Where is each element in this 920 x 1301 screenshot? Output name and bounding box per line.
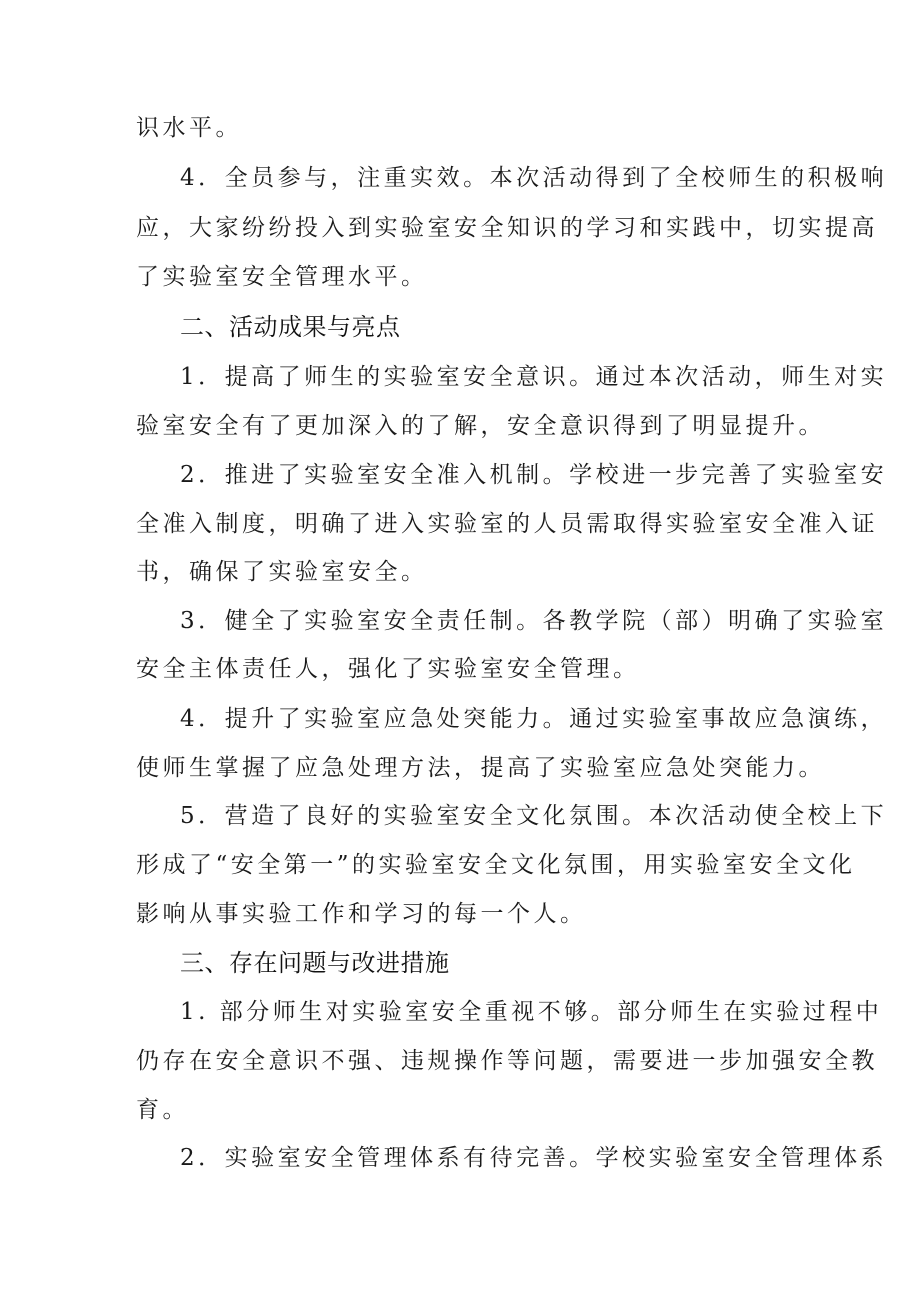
paragraph-line: 4．提升了实验室应急处突能力。通过实验室事故应急演练， — [180, 706, 888, 732]
paragraph-line: 形成了“安全第一”的实验室安全文化氛围，用实验室安全文化 — [136, 852, 856, 878]
paragraph-line: 1．提高了师生的实验室安全意识。通过本次活动，师生对实 — [180, 364, 888, 390]
paragraph-line: 育。 — [136, 1097, 189, 1123]
paragraph-line: 2．推进了实验室安全准入机制。学校进一步完善了实验室安 — [180, 462, 888, 488]
paragraph-line: 仍存在安全意识不强、违规操作等问题，需要进一步加强安全教 — [136, 1048, 878, 1074]
paragraph-line: 影响从事实验工作和学习的每一个人。 — [136, 901, 587, 927]
paragraph-line: 5．营造了良好的实验室安全文化氛围。本次活动使全校上下 — [180, 803, 888, 829]
paragraph-line: 使师生掌握了应急处理方法，提高了实验室应急处突能力。 — [136, 755, 825, 781]
paragraph-line: 3．健全了实验室安全责任制。各教学院（部）明确了实验室 — [180, 608, 888, 634]
paragraph-line: 2．实验室安全管理体系有待完善。学校实验室安全管理体系 — [180, 1145, 888, 1171]
section-heading: 二、活动成果与亮点 — [180, 313, 401, 341]
paragraph-line: 验室安全有了更加深入的了解，安全意识得到了明显提升。 — [136, 413, 825, 439]
paragraph-line: 识水平。 — [136, 115, 242, 141]
paragraph-line: 全准入制度，明确了进入实验室的人员需取得实验室安全准入证 — [136, 511, 878, 537]
paragraph-line: 应，大家纷纷投入到实验室安全知识的学习和实践中，切实提高 — [136, 215, 878, 241]
paragraph-line: 安全主体责任人，强化了实验室安全管理。 — [136, 656, 640, 682]
paragraph-line: 了实验室安全管理水平。 — [136, 264, 428, 290]
paragraph-line: 1. 部分师生对实验室安全重视不够。部分师生在实验过程中 — [180, 999, 883, 1025]
paragraph-line: 4．全员参与，注重实效。本次活动得到了全校师生的积极响 — [180, 165, 888, 191]
paragraph-line: 书，确保了实验室安全。 — [136, 559, 428, 585]
section-heading: 三、存在问题与改进措施 — [180, 949, 450, 977]
